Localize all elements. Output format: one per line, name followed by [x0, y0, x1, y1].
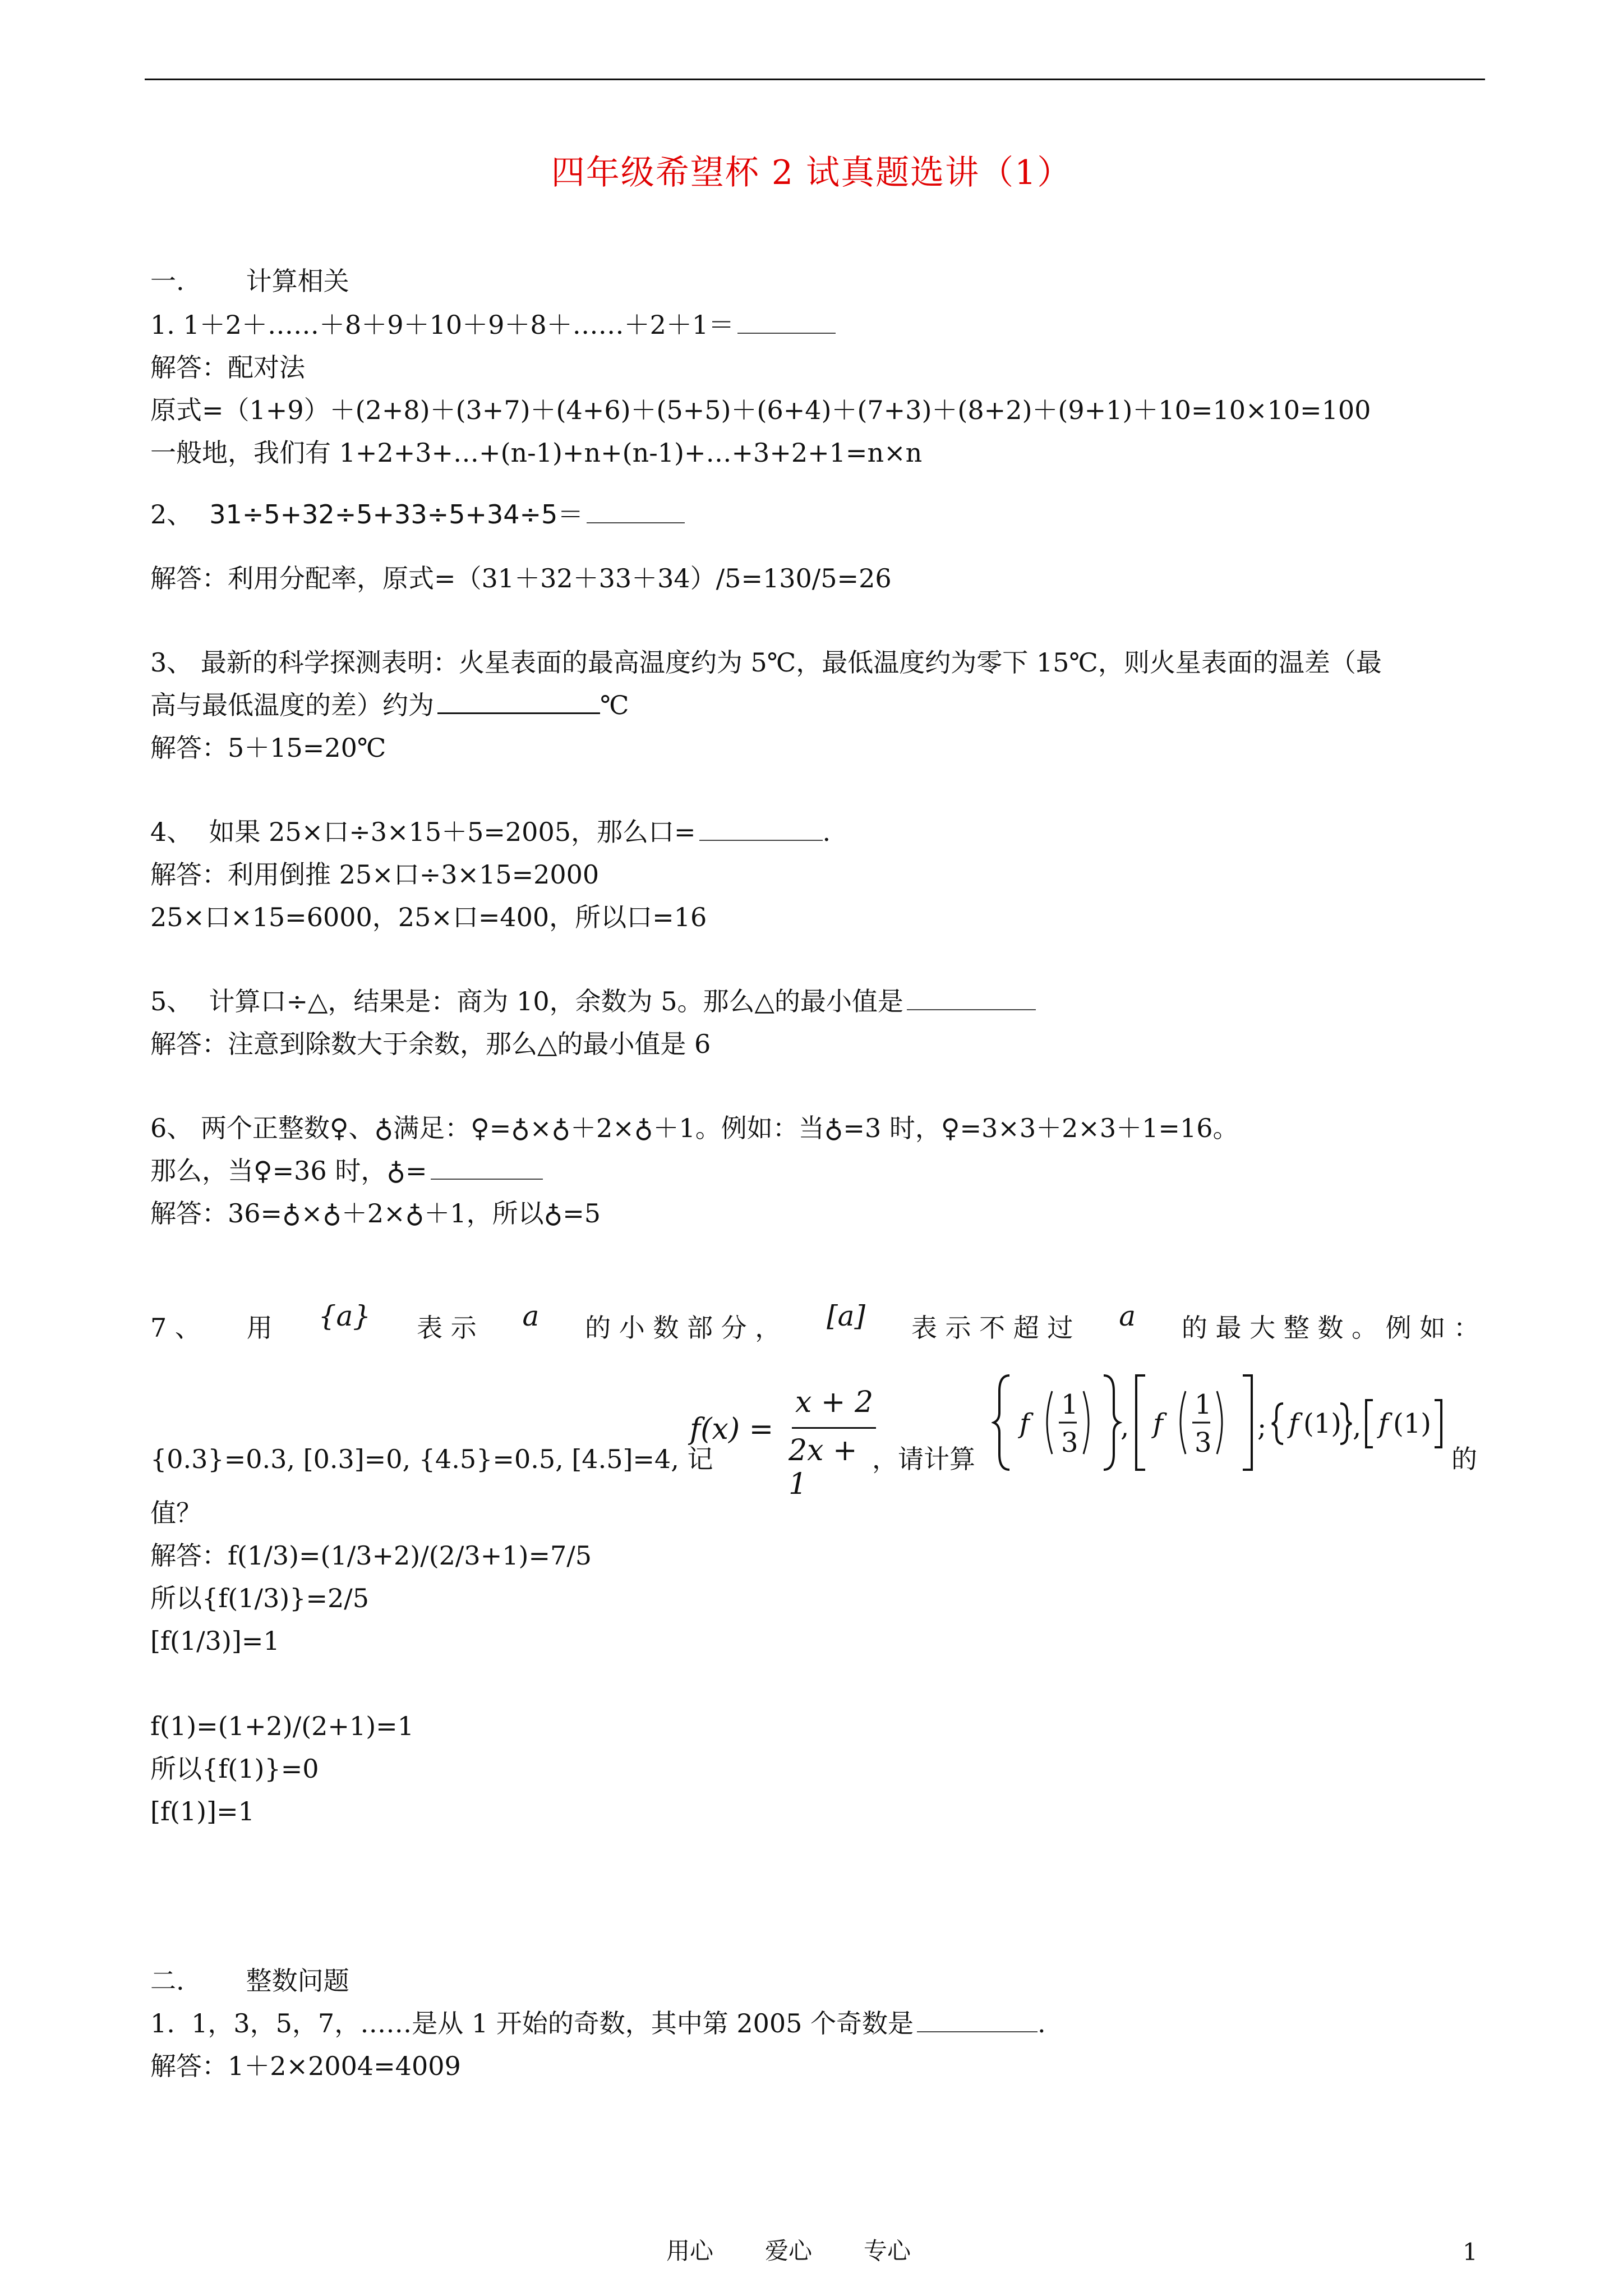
svg-text:f: f: [1153, 1408, 1163, 1439]
answer-line: 所以{f(1)}=0: [150, 1754, 319, 1784]
svg-text:f: f: [1289, 1408, 1299, 1439]
function-definition: [690, 1386, 880, 1501]
answer-line: 所以{f(1/3)}=2/5: [150, 1583, 370, 1613]
answer-line: f(1)=(1+2)/(2+1)=1: [150, 1711, 414, 1741]
answer-line: [f(1)]=1: [150, 1796, 255, 1826]
fraction-denominator: 2x + 1: [789, 1434, 857, 1501]
fraction-part-symbol: {a}: [318, 1300, 371, 1332]
question-3-line: 3、 最新的科学探测表明：火星表面的最高温度约为 5℃，最低温度约为零下 15℃，则火星表面的温差（最: [150, 647, 1382, 678]
svg-text:(1): (1): [1303, 1408, 1341, 1439]
variable-a: a: [522, 1300, 540, 1332]
svg-text:3: 3: [1061, 1427, 1078, 1458]
section-title: 整数问题: [246, 1966, 349, 1996]
answer-line: 解答：1＋2×2004=4009: [150, 2051, 461, 2081]
question-7-line: {0.3}=0.3, [0.3]=0, {4.5}=0.5, [4.5]=4, 记: [150, 1444, 713, 1474]
answer-line: 解答：利用分配率，原式=（31＋32＋33＋34）/5=130/5=26: [150, 563, 892, 593]
question-5: 5、 计算口÷△，结果是：商为 10，余数为 5。那么△的最小值是: [150, 984, 1036, 1019]
answer-line: 解答：利用倒推 25×口÷3×15=2000: [150, 859, 600, 890]
footer-word: 爱心: [765, 2237, 813, 2265]
question-7-line: 值？: [150, 1498, 202, 1528]
footer-word: 用心: [666, 2237, 714, 2265]
footer-word: 专心: [864, 2237, 911, 2265]
svg-text:1: 1: [1195, 1389, 1212, 1420]
answer-line: [f(1/3)]=1: [150, 1626, 280, 1656]
svg-text:f: f: [1378, 1408, 1389, 1439]
section-title: 计算相关: [246, 266, 349, 296]
fraction-bar: [792, 1427, 876, 1429]
answer-blank: [907, 984, 1036, 1010]
answer-line: 25×口×15=6000，25×口=400，所以口=16: [150, 902, 707, 932]
answer-label: 解答：配对法: [150, 352, 305, 383]
answer-line: 解答：36=♁×♁＋2×♁＋1，所以♁=5: [150, 1198, 601, 1228]
question-1: 1. 1＋2＋……＋8＋9＋10＋9＋8＋……＋2＋1＝: [150, 307, 836, 342]
header-rule: [145, 79, 1485, 80]
answer-line: 一般地，我们有 1+2+3+…+(n-1)+n+(n-1)+…+3+2+1=n×n: [150, 438, 923, 468]
answer-line: 原式=（1+9）＋(2+8)＋(3+7)＋(4+6)＋(5+5)＋(6+4)＋(7+3)＋(8+2)＋(9+1)＋10=10×10=100: [150, 395, 1371, 425]
svg-text:1: 1: [1061, 1389, 1078, 1420]
variable-a: a: [1119, 1300, 1136, 1332]
question-6-line: 那么，当♀=36 时，♁=: [150, 1153, 543, 1188]
floor-symbol: [a]: [827, 1300, 865, 1332]
question-4: 4、 如果 25×口÷3×15＋5=2005，那么口= .: [150, 815, 831, 849]
answer-blank: [699, 815, 823, 841]
page-number: 1: [1463, 2238, 1478, 2266]
section-heading: [150, 1963, 349, 1998]
page-title: 四年级希望杯 2 试真题选讲（1）: [551, 153, 1072, 192]
svg-text:(1): (1): [1393, 1408, 1431, 1439]
question-6-line: 6、 两个正整数♀、♁满足：♀=♁×♁＋2×♁＋1。例如：当♁=3 时，♀=3×3＋2×3＋1=16。: [150, 1113, 1239, 1143]
question-7-line: 的: [1451, 1444, 1477, 1474]
section-heading: [150, 264, 349, 298]
answer-line: 解答：f(1/3)=(1/3+2)/(2/3+1)=7/5: [150, 1540, 592, 1571]
question-2: 2、 31÷5+32÷5+33÷5+34÷5＝: [150, 497, 685, 532]
question-3-line: 高与最低温度的差）约为 ℃: [150, 688, 629, 723]
svg-text:f: f: [1020, 1408, 1030, 1439]
answer-blank: [917, 2007, 1038, 2032]
section-number: 一.: [150, 266, 185, 296]
answer-blank: [437, 688, 600, 714]
question-1: 1. 1，3，5，7，……是从 1 开始的奇数，其中第 2005 个奇数是 .: [150, 2006, 1046, 2041]
svg-text:3: 3: [1195, 1427, 1212, 1458]
answer-blank: [587, 498, 685, 523]
question-7-line: 7 、 用 {a} 表 示 a 的 小 数 部 分 ， [a] 表 示 不 超 过 a 的 最 大 整 数 。 例 如 ：: [150, 1300, 1479, 1343]
svg-text:;: ;: [1257, 1411, 1267, 1443]
expression-figure: [992, 1369, 1446, 1475]
section-number: 二.: [150, 1966, 185, 1996]
svg-text:,: ,: [1121, 1411, 1129, 1443]
svg-text:,: ,: [1353, 1411, 1362, 1443]
answer-blank: [431, 1154, 543, 1180]
answer-line: 解答：注意到除数大于余数，那么△的最小值是 6: [150, 1029, 711, 1059]
answer-blank: [737, 308, 836, 334]
function-lhs: f(x) =: [690, 1412, 774, 1446]
fraction-numerator: x + 2: [795, 1386, 874, 1419]
question-7-line: ，请计算: [872, 1444, 975, 1474]
answer-line: 解答：5＋15=20℃: [150, 733, 386, 763]
